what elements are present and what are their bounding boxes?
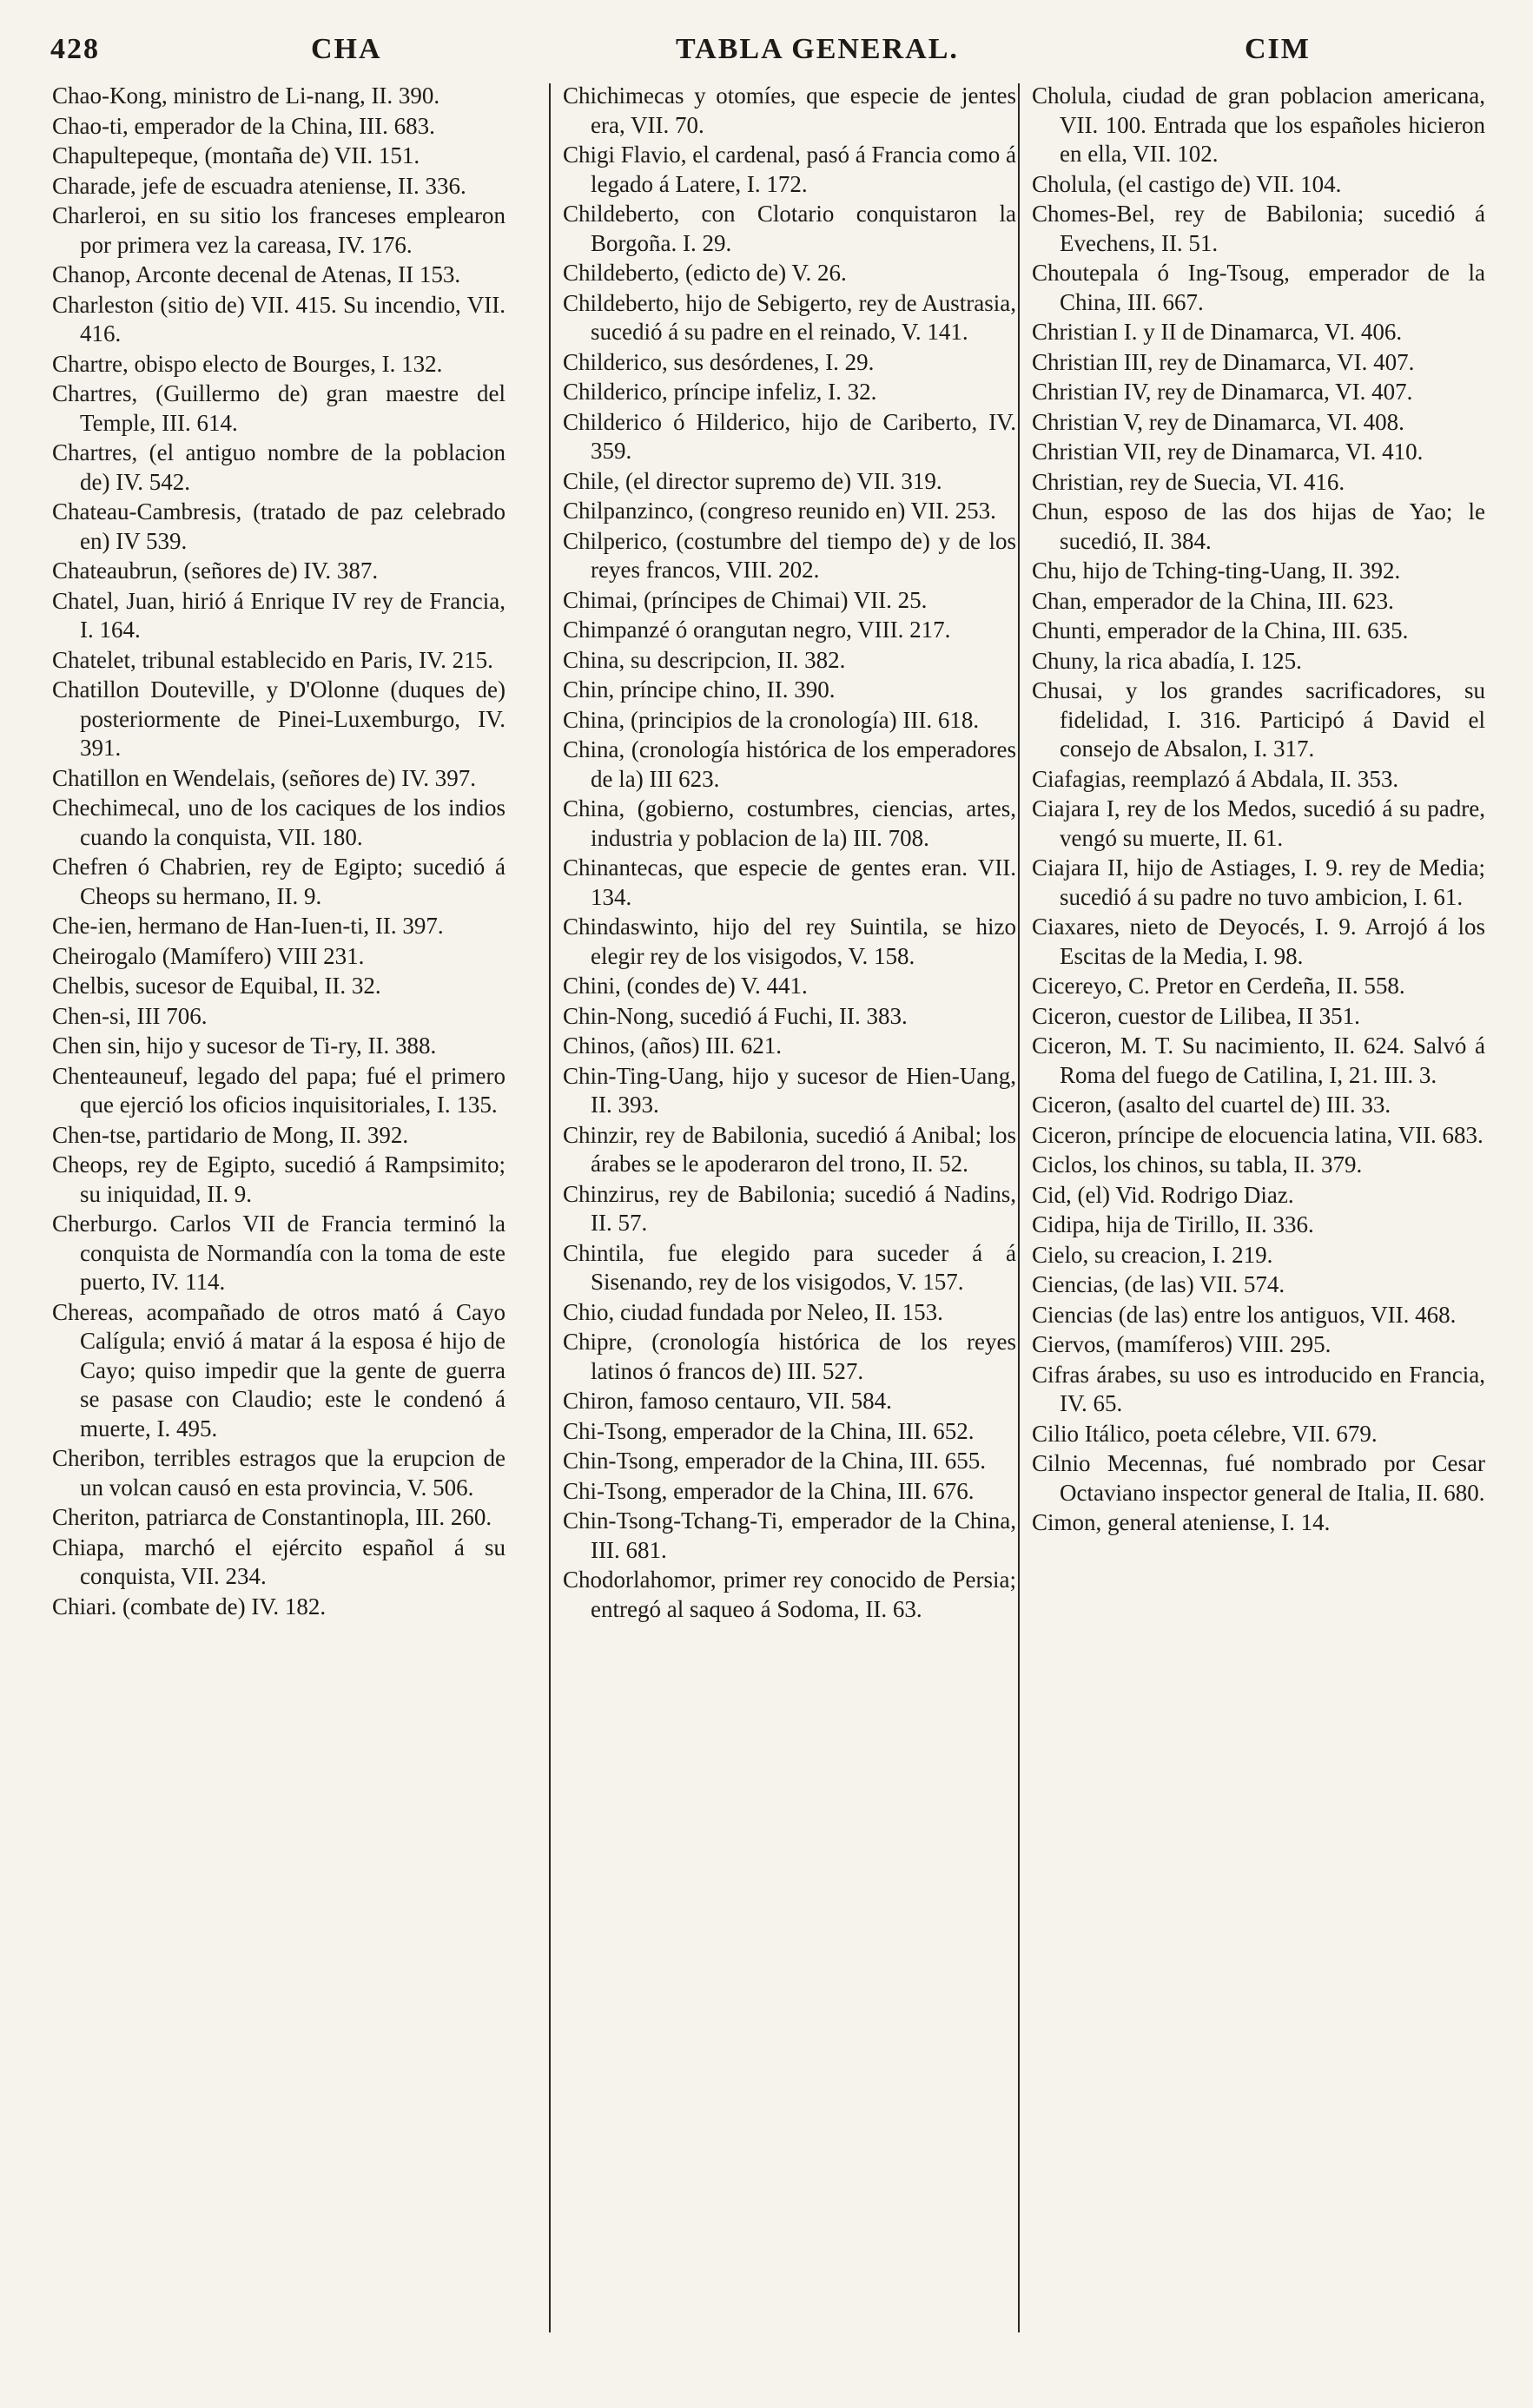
index-entry: Ciceron, príncipe de elocuencia latina, VII. 683. <box>1032 1121 1483 1148</box>
index-column-3 <box>1032 82 1485 2374</box>
index-entry: Chio, ciudad fundada por Neleo, II. 153. <box>563 1298 943 1325</box>
index-entry: Cicereyo, C. Pretor en Cerdeña, II. 558. <box>1032 973 1405 999</box>
index-entry: Chiron, famoso centauro, VII. 584. <box>563 1388 892 1414</box>
index-entry: Chiapa, marchó el ejército español á su conquista, VII. 234. <box>52 1534 505 1589</box>
index-entry: Cheops, rey de Egipto, sucedió á Rampsimito; su iniquidad, II. 9. <box>52 1151 505 1207</box>
index-entry: Childeberto, con Clotario conquistaron la Borgoña. I. 29. <box>563 201 1016 256</box>
index-entry: Chechimecal, uno de los caciques de los indios cuando la conquista, VII. 180. <box>52 795 505 850</box>
index-entry: Ciceron, M. T. Su nacimiento, II. 624. Salvó á Roma del fuego de Catilina, I, 21. III. 3. <box>1032 1032 1485 1088</box>
index-entry: Chomes-Bel, rey de Babilonia; sucedió á Evechens, II. 51. <box>1032 201 1485 256</box>
index-entry: Chatelet, tribunal establecido en Paris, IV. 215. <box>52 646 493 673</box>
index-entry: Chilperico, (costumbre del tiempo de) y de los reyes francos, VIII. 202. <box>563 527 1016 583</box>
column-divider-1 <box>549 83 551 2332</box>
index-entry: Ciceron, cuestor de Lilibea, II 351. <box>1032 1002 1360 1029</box>
index-entry: Cherburgo. Carlos VII de Francia terminó la conquista de Normandía con la toma de este puerto, IV. 114. <box>52 1211 505 1295</box>
index-entry: Childerico, príncipe infeliz, I. 32. <box>563 379 877 405</box>
index-entry: Chusai, y los grandes sacrificadores, su fidelidad, I. 316. Participó á David el consejo de Absalon, I. 317. <box>1032 677 1485 762</box>
index-entry: Chen-si, III 706. <box>52 1002 208 1029</box>
index-entry: Charade, jefe de escuadra ateniense, II. 336. <box>52 172 466 199</box>
index-entry: Chen-tse, partidario de Mong, II. 392. <box>52 1121 409 1148</box>
index-entry: Chan, emperador de la China, III. 623. <box>1032 587 1394 614</box>
index-entry: Chapultepeque, (montaña de) VII. 151. <box>52 142 420 168</box>
index-entry: Ciajara II, hijo de Astiages, I. 9. rey de Media; sucedió á su padre no tuvo ambicion, I. 61. <box>1032 854 1485 910</box>
index-entry: Ciafagias, reemplazó á Abdala, II. 353. <box>1032 765 1399 792</box>
index-entry: Chiari. (combate de) IV. 182. <box>52 1593 327 1620</box>
index-entry: Christian I. y II de Dinamarca, VI. 406. <box>1032 319 1403 345</box>
index-entry: China, (cronología histórica de los emperadores de la) III 623. <box>563 736 1016 792</box>
index-entry: Chini, (condes de) V. 441. <box>563 973 808 999</box>
index-entry: Chindaswinto, hijo del rey Suintila, se hizo elegir rey de los visigodos, V. 158. <box>563 914 1016 969</box>
index-entry: Chelbis, sucesor de Equibal, II. 32. <box>52 973 381 999</box>
index-entry: Childerico ó Hilderico, hijo de Cariberto, IV. 359. <box>563 408 1016 464</box>
index-entry: Cilnio Mecennas, fué nombrado por Cesar Octaviano inspector general de Italia, II. 680. <box>1032 1450 1485 1506</box>
index-entry: Cheriton, patriarca de Constantinopla, III. 260. <box>52 1504 492 1530</box>
index-entry: Cimon, general ateniense, I. 14. <box>1032 1509 1331 1535</box>
index-entry: Chuny, la rica abadía, I. 125. <box>1032 647 1302 674</box>
index-entry: Chimai, (príncipes de Chimai) VII. 25. <box>563 586 928 613</box>
index-entry: Chartre, obispo electo de Bourges, I. 132. <box>52 350 443 377</box>
index-entry: Childeberto, hijo de Sebigerto, rey de Austrasia, sucedió á su padre en el reinado, V. 141. <box>563 289 1016 345</box>
index-entry: Christian III, rey de Dinamarca, VI. 407. <box>1032 348 1415 375</box>
index-entry: Chimpanzé ó orangutan negro, VIII. 217. <box>563 617 951 643</box>
index-entry: Chefren ó Chabrien, rey de Egipto; sucedió á Cheops su hermano, II. 9. <box>52 854 505 909</box>
index-entry: Ciajara I, rey de los Medos, sucedió á su padre, vengó su muerte, II. 61. <box>1032 795 1485 851</box>
index-entry: Chu, hijo de Tching-ting-Uang, II. 392. <box>1032 557 1401 584</box>
index-entry: Christian V, rey de Dinamarca, VI. 408. <box>1032 408 1404 435</box>
index-entry: Chinos, (años) III. 621. <box>563 1032 782 1059</box>
index-entry: Chichimecas y otomíes, que especie de jentes era, VII. 70. <box>563 82 1016 138</box>
index-entry: Chi-Tsong, emperador de la China, III. 652. <box>563 1417 975 1444</box>
index-entry: Cheribon, terribles estragos que la erupcion de un volcan causó en esta provincia, V. 506. <box>52 1445 505 1501</box>
index-entry: Chateaubrun, (señores de) IV. 387. <box>52 557 379 584</box>
index-entry: Chereas, acompañado de otros mató á Cayo Calígula; envió á matar á la esposa é hijo de Cayo; quiso impedir que la gente de guerra se pasase con Claudio; este le condenó á muerte, I. 495. <box>52 1298 505 1442</box>
index-entry: Cidipa, hija de Tirillo, II. 336. <box>1032 1211 1314 1237</box>
page-header <box>50 26 1492 78</box>
index-entry: Chen sin, hijo y sucesor de Ti-ry, II. 388. <box>52 1032 437 1059</box>
index-entry: Chunti, emperador de la China, III. 635. <box>1032 617 1409 643</box>
index-entry: China, (principios de la cronología) III. 618. <box>563 706 980 733</box>
index-entry: Chodorlahomor, primer rey conocido de Persia; entregó al saqueo á Sodoma, II. 63. <box>563 1567 1016 1622</box>
index-entry: Chatillon en Wendelais, (señores de) IV. 397. <box>52 764 476 791</box>
index-entry: Ciclos, los chinos, su tabla, II. 379. <box>1032 1151 1363 1178</box>
index-entry: Ciervos, (mamíferos) VIII. 295. <box>1032 1331 1331 1357</box>
index-entry: Childeberto, (edicto de) V. 26. <box>563 260 847 286</box>
index-entry: Christian VII, rey de Dinamarca, VI. 410. <box>1032 439 1424 465</box>
index-entry: Chipre, (cronología histórica de los reyes latinos ó francos de) III. 527. <box>563 1329 1016 1384</box>
index-entry: Chatel, Juan, hirió á Enrique IV rey de Francia, I. 164. <box>52 587 505 643</box>
index-entry: Chigi Flavio, el cardenal, pasó á Francia como á legado á Latere, I. 172. <box>563 142 1016 197</box>
index-entry: Chanop, Arconte decenal de Atenas, II 153. <box>52 261 461 287</box>
index-entry: Chartres, (el antiguo nombre de la poblacion de) IV. 542. <box>52 439 505 495</box>
index-entry: Chintila, fue elegido para suceder á á Sisenando, rey de los visigodos, V. 157. <box>563 1239 1016 1295</box>
index-entry: Ciencias, (de las) VII. 574. <box>1032 1271 1285 1297</box>
index-entry: Choutepala ó Ing-Tsoug, emperador de la China, III. 667. <box>1032 260 1485 315</box>
index-entry: Chao-Kong, ministro de Li-nang, II. 390. <box>52 82 440 109</box>
index-entry: Childerico, sus desórdenes, I. 29. <box>563 348 875 375</box>
index-entry: Chin-Tsong-Tchang-Ti, emperador de la China, III. 681. <box>563 1507 1016 1563</box>
index-entry: Chatillon Douteville, y D'Olonne (duques de) posteriormente de Pinei-Luxemburgo, IV. 391. <box>52 676 505 761</box>
index-entry: Christian IV, rey de Dinamarca, VI. 407. <box>1032 379 1413 405</box>
index-column-2 <box>563 82 1016 2374</box>
index-entry: Chin-Tsong, emperador de la China, III. 655. <box>563 1448 986 1474</box>
index-entry: Ciceron, (asalto del cuartel de) III. 33. <box>1032 1092 1391 1118</box>
index-entry: Cifras árabes, su uso es introducido en Francia, IV. 65. <box>1032 1361 1485 1416</box>
index-column-1 <box>52 82 505 2374</box>
index-entry: Cilio Itálico, poeta célebre, VII. 679. <box>1032 1420 1378 1447</box>
index-entry: Chilpanzinco, (congreso reunido en) VII. 253. <box>563 498 996 524</box>
index-entry: Chi-Tsong, emperador de la China, III. 676. <box>563 1477 975 1504</box>
left-guide-word: CHA <box>311 33 382 65</box>
index-entry: Chateau-Cambresis, (tratado de paz celebrado en) IV 539. <box>52 498 505 554</box>
index-entry: Chin-Nong, sucedió á Fuchi, II. 383. <box>563 1002 908 1029</box>
index-entry: China, (gobierno, costumbres, ciencias, artes, industria y poblacion de la) III. 708. <box>563 795 1016 851</box>
index-entry: Chao-ti, emperador de la China, III. 683. <box>52 112 435 139</box>
index-entry: Chin-Ting-Uang, hijo y sucesor de Hien-Uang, II. 393. <box>563 1062 1016 1118</box>
right-guide-word: CIM <box>1245 33 1311 65</box>
index-entry: China, su descripcion, II. 382. <box>563 646 846 673</box>
index-entry: Chenteauneuf, legado del papa; fué el primero que ejerció los oficios inquisitoriales, I. 135. <box>52 1062 505 1118</box>
index-entry: Chun, esposo de las dos hijas de Yao; le sucedió, II. 384. <box>1032 498 1485 554</box>
index-entry: Ciencias (de las) entre los antiguos, VII. 468. <box>1032 1301 1457 1328</box>
index-entry: Ciaxares, nieto de Deyocés, I. 9. Arrojó á los Escitas de la Media, I. 98. <box>1032 914 1485 969</box>
index-entry: Chinantecas, que especie de gentes eran. VII. 134. <box>563 854 1016 910</box>
index-entry: Chinzirus, rey de Babilonia; sucedió á Nadins, II. 57. <box>563 1180 1016 1236</box>
index-entry: Chinzir, rey de Babilonia, sucedió á Anibal; los árabes se le apoderaron del trono, II. 52. <box>563 1121 1016 1177</box>
index-entry: Che-ien, hermano de Han-Iuen-ti, II. 397. <box>52 913 444 939</box>
index-entry: Cholula, (el castigo de) VII. 104. <box>1032 170 1342 197</box>
index-entry: Cid, (el) Vid. Rodrigo Diaz. <box>1032 1181 1294 1208</box>
index-entry: Chile, (el director supremo de) VII. 319. <box>563 467 942 494</box>
column-divider-2 <box>1018 83 1020 2332</box>
index-entry: Charleston (sitio de) VII. 415. Su incendio, VII. 416. <box>52 291 505 346</box>
index-entry: Chin, príncipe chino, II. 390. <box>563 676 836 703</box>
index-entry: Charleroi, en su sitio los franceses emplearon por primera vez la careasa, IV. 176. <box>52 202 505 258</box>
index-entry: Christian, rey de Suecia, VI. 416. <box>1032 468 1345 495</box>
index-entry: Cholula, ciudad de gran poblacion americana, VII. 100. Entrada que los españoles hicieron en ella, VII. 102. <box>1032 82 1485 167</box>
index-entry: Chartres, (Guillermo de) gran maestre del Temple, III. 614. <box>52 380 505 436</box>
page-number: 428 <box>50 33 100 65</box>
index-entry: Cielo, su creacion, I. 219. <box>1032 1241 1273 1268</box>
index-entry: Cheirogalo (Mamífero) VIII 231. <box>52 942 365 969</box>
page-title: TABLA GENERAL. <box>676 33 959 65</box>
